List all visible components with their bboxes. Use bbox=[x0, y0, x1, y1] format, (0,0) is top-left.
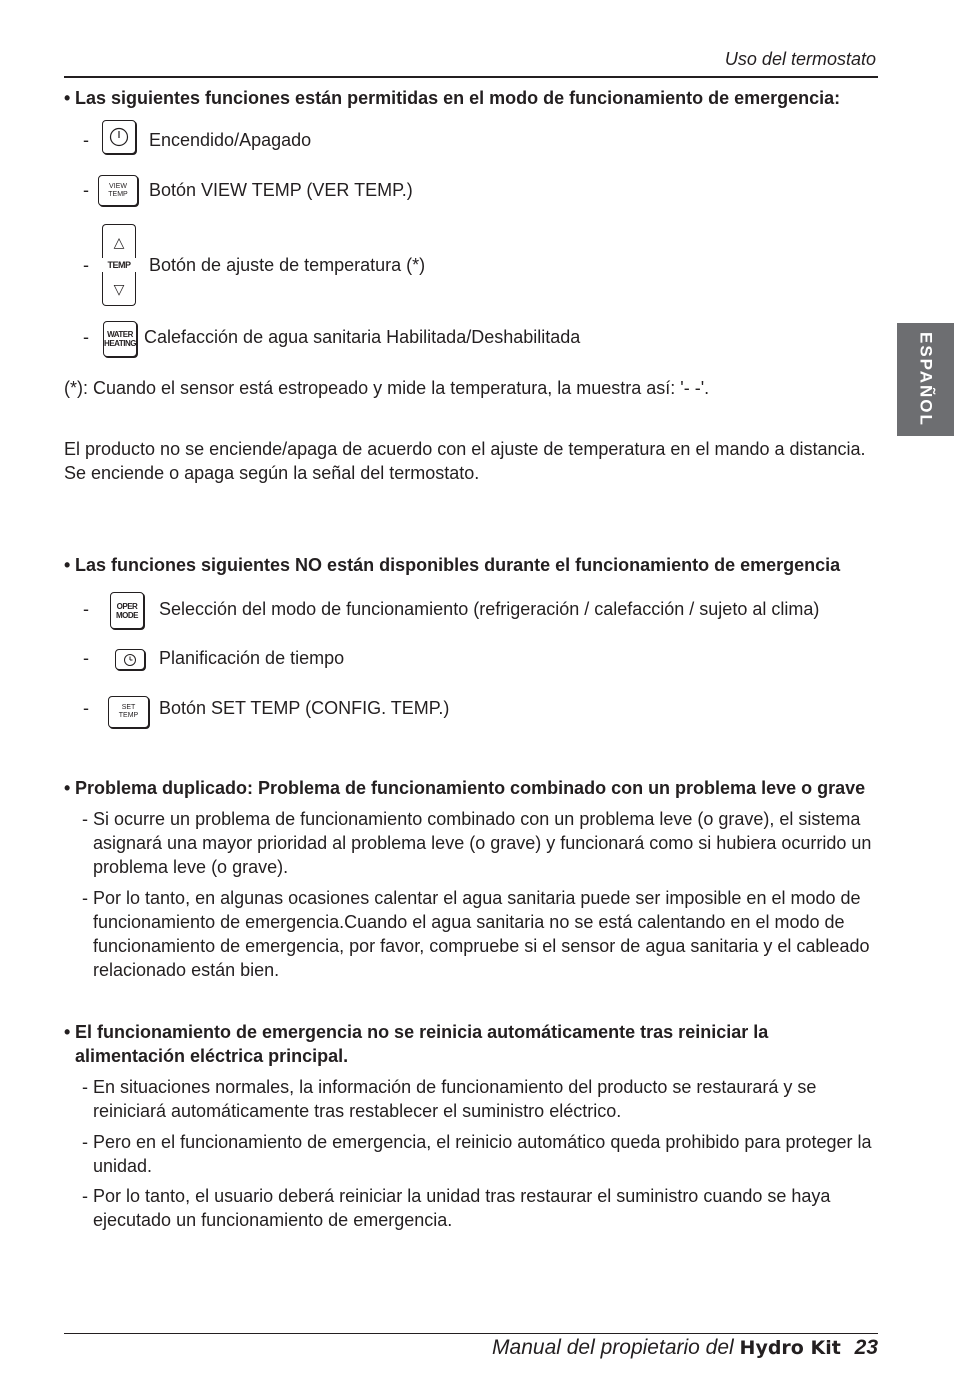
section-not-available-heading: • Las funciones siguientes NO están disponibles durante el funcionamiento de emergencia bbox=[64, 555, 841, 575]
language-tab-label: ESPAÑOL bbox=[916, 332, 936, 427]
item-temp-adjust-label: Botón de ajuste de temperatura (*) bbox=[149, 255, 426, 275]
language-tab bbox=[897, 323, 954, 436]
list-dash: - bbox=[83, 648, 89, 668]
footer bbox=[492, 1334, 878, 1362]
list-dash: - bbox=[83, 698, 89, 718]
footer-manual-text: Manual del propietario del bbox=[492, 1336, 734, 1359]
list-item: - Por lo tanto, en algunas ocasiones calentar el agua sanitaria puede ser imposible en el modo de funcionamiento de emergencia.Cuando el agua sanitaria no se está calentando en el modo de funcionamiento de emergencia, por favor, compruebe si el sensor de agua sanitaria y el cableado relacionado están bien. bbox=[82, 888, 870, 980]
list-item: - En situaciones normales, la información de funcionamiento del producto se restaurará y se reiniciará automáticamente tras restablecer el suministro eléctrico. bbox=[82, 1077, 817, 1121]
bullet-glyph: • bbox=[64, 88, 71, 108]
list-dash: - bbox=[83, 599, 89, 619]
section-restart-heading: • El funcionamiento de emergencia no se reinicia automáticamente tras reiniciar la bbox=[64, 1022, 769, 1042]
header-rule bbox=[64, 76, 878, 78]
list-item: - Pero en el funcionamiento de emergencia, el reinicio automático queda prohibido para proteger la unidad. bbox=[82, 1132, 872, 1176]
paragraph-line: Se enciende o apaga según la señal del termostato. bbox=[64, 463, 480, 483]
bullet-glyph: • bbox=[64, 555, 71, 575]
clock-icon bbox=[115, 649, 145, 670]
set-temp-icon: SET TEMP bbox=[108, 696, 149, 728]
bullet-glyph: • bbox=[64, 1022, 71, 1042]
list-dash: - bbox=[83, 130, 89, 150]
view-temp-icon: VIEW TEMP bbox=[98, 175, 138, 206]
temp-adjust-icon bbox=[102, 224, 136, 306]
list-dash: - bbox=[83, 255, 89, 275]
item-set-temp-label: Botón SET TEMP (CONFIG. TEMP.) bbox=[159, 698, 450, 718]
oper-mode-icon: OPER MODE bbox=[110, 592, 144, 629]
page-number: 23 bbox=[854, 1336, 878, 1359]
temp-adjust-label: TEMP bbox=[104, 257, 134, 273]
list-item: - Por lo tanto, el usuario deberá reiniciar la unidad tras restaurar el suministro cuando se haya ejecutado un funcionamiento de emergencia. bbox=[82, 1186, 831, 1230]
section-duplicate-heading: • Problema duplicado: Problema de funcionamiento combinado con un problema leve o grave bbox=[64, 778, 866, 798]
section-allowed-heading: • Las siguientes funciones están permitidas en el modo de funcionamiento de emergencia: bbox=[64, 88, 841, 108]
paragraph-line: El producto no se enciende/apaga de acuerdo con el ajuste de temperatura en el mando a distancia. bbox=[64, 439, 866, 459]
sensor-note: (*): Cuando el sensor está estropeado y mide la temperatura, la muestra así: '- -'. bbox=[64, 378, 710, 398]
temp-up-icon: △ bbox=[102, 224, 136, 258]
section-restart-heading-cont: alimentación eléctrica principal. bbox=[75, 1046, 349, 1066]
item-power-label: Encendido/Apagado bbox=[149, 130, 312, 150]
bullet-glyph: • bbox=[64, 778, 71, 798]
water-heating-icon: WATER HEATING bbox=[103, 321, 137, 357]
item-water-heating-label: Calefacción de agua sanitaria Habilitada/Deshabilitada bbox=[144, 327, 581, 347]
item-view-temp-label: Botón VIEW TEMP (VER TEMP.) bbox=[149, 180, 413, 200]
list-dash: - bbox=[83, 327, 89, 347]
list-dash: - bbox=[83, 180, 89, 200]
item-schedule-label: Planificación de tiempo bbox=[159, 648, 345, 668]
item-oper-mode-label: Selección del modo de funcionamiento (refrigeración / calefacción / sujeto al clima) bbox=[159, 599, 820, 619]
list-item: - Si ocurre un problema de funcionamiento combinado con un problema leve (o grave), el sistema asignará una mayor prioridad al problema leve (o grave) y funcionará como si hubiera ocurrido un problema leve (o grave). bbox=[82, 809, 872, 877]
page-header-title: Uso del termostato bbox=[724, 49, 876, 69]
temp-down-icon: ▽ bbox=[102, 272, 136, 306]
footer-product-name: Hydro Kit bbox=[739, 1337, 841, 1359]
power-icon bbox=[102, 120, 136, 154]
